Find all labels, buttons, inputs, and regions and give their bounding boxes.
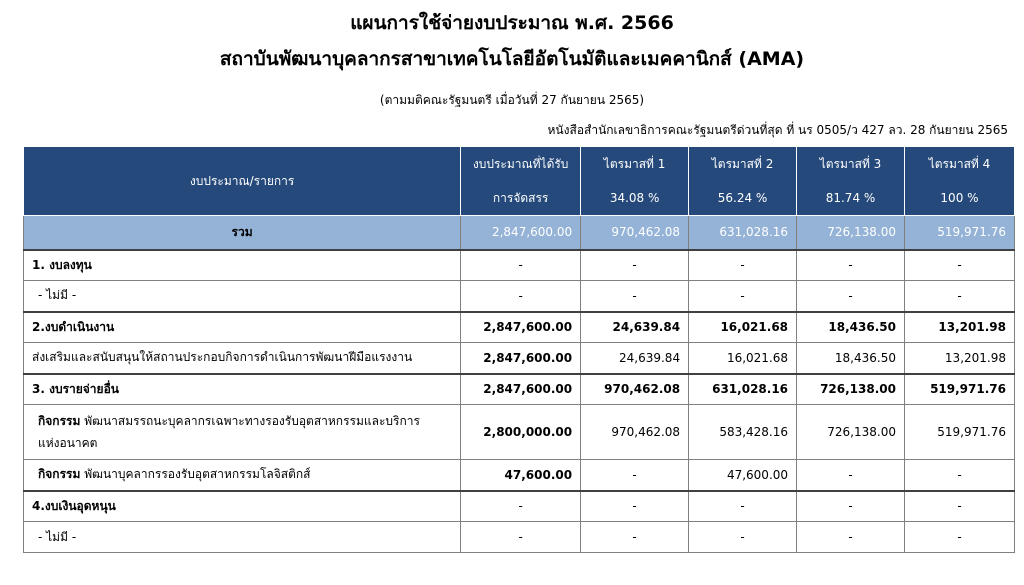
row-q2: 16,021.68: [689, 312, 797, 343]
row-q1: -: [581, 281, 689, 312]
row-q3: 18,436.50: [797, 312, 905, 343]
table-row-other: [24, 374, 1015, 405]
row-q1: 24,639.84: [581, 312, 689, 343]
row-q3: -: [797, 281, 905, 312]
row-q3: -: [797, 460, 905, 491]
activity-label-line2: แห่งอนาคต: [38, 436, 98, 450]
column-header-budget-line2: การจัดสรร: [492, 191, 549, 205]
column-header-q3-line2: 81.74 %: [825, 191, 876, 205]
total-q2: 631,028.16: [689, 216, 797, 250]
table-row-subsidy-none: [24, 522, 1015, 553]
row-budget: 2,800,000.00: [461, 405, 581, 460]
table-row-operating: [24, 312, 1015, 343]
column-header-budget-line1: งบประมาณที่ได้รับ: [472, 157, 569, 171]
column-header-item: [24, 147, 461, 216]
row-label: 4.งบเงินอุดหนุน: [24, 491, 461, 522]
total-label: รวม: [24, 216, 461, 250]
row-q1: 24,639.84: [581, 343, 689, 374]
column-header-q4-line1: ไตรมาสที่ 4: [928, 157, 991, 171]
resolution-note: (ตามมติคณะรัฐมนตรี เมื่อวันที่ 27 กันยายน 2565): [379, 93, 645, 107]
row-q4: 13,201.98: [904, 312, 1014, 343]
row-q2: 16,021.68: [689, 343, 797, 374]
row-q4: 519,971.76: [904, 374, 1014, 405]
column-header-q1: [581, 147, 689, 216]
row-q3: 726,138.00: [797, 374, 905, 405]
row-q4: -: [904, 460, 1014, 491]
row-budget: -: [461, 491, 581, 522]
column-header-q2: [689, 147, 797, 216]
row-budget: -: [461, 250, 581, 281]
row-q1: 970,462.08: [581, 374, 689, 405]
row-label-cell: [24, 460, 461, 491]
table-row-activity-logistics: [24, 460, 1015, 491]
row-budget: 47,600.00: [461, 460, 581, 491]
row-q1: -: [581, 460, 689, 491]
table-row-operating-item: [24, 343, 1015, 374]
row-q1: -: [581, 522, 689, 553]
row-q3: -: [797, 250, 905, 281]
row-label: 2.งบดำเนินงาน: [24, 312, 461, 343]
table-row-subsidy: [24, 491, 1015, 522]
row-q2: -: [689, 522, 797, 553]
activity-key: กิจกรรม: [38, 467, 81, 482]
table-header-row: [24, 147, 1015, 216]
row-q4: -: [904, 281, 1014, 312]
row-q2: -: [689, 491, 797, 522]
row-budget: -: [461, 281, 581, 312]
row-q2: 631,028.16: [689, 374, 797, 405]
total-budget: 2,847,600.00: [461, 216, 581, 250]
row-q2: -: [689, 250, 797, 281]
table-row-capital: [24, 250, 1015, 281]
column-header-q3-line1: ไตรมาสที่ 3: [819, 157, 882, 171]
activity-label: พัฒนาสมรรถนะบุคลากรเฉพาะทางรองรับอุตสาหกรรมและบริการ: [84, 414, 420, 428]
row-label: ส่งเสริมและสนับสนุนให้สถานประกอบกิจการดำเนินการพัฒนาฝีมือแรงงาน: [24, 343, 461, 374]
row-label: 3. งบรายจ่ายอื่น: [24, 374, 461, 405]
row-q1: 970,462.08: [581, 405, 689, 460]
organization-title: สถาบันพัฒนาบุคลากรสาขาเทคโนโลยีอัตโนมัติและเมคคานิกส์ (AMA): [219, 48, 805, 70]
row-q4: 13,201.98: [904, 343, 1014, 374]
row-budget: -: [461, 522, 581, 553]
activity-label: พัฒนาบุคลากรรองรับอุตสาหกรรมโลจิสติกส์: [84, 467, 311, 482]
total-q1: 970,462.08: [581, 216, 689, 250]
column-header-q1-line1: ไตรมาสที่ 1: [603, 157, 666, 171]
table-row-total: [24, 216, 1015, 250]
row-q3: 726,138.00: [797, 405, 905, 460]
column-header-q4: [904, 147, 1014, 216]
row-q2: -: [689, 281, 797, 312]
row-q1: -: [581, 250, 689, 281]
row-budget: 2,847,600.00: [461, 312, 581, 343]
row-budget: 2,847,600.00: [461, 374, 581, 405]
budget-table: [23, 146, 1015, 553]
row-q3: -: [797, 491, 905, 522]
row-q4: -: [904, 250, 1014, 281]
row-label: - ไม่มี -: [24, 522, 461, 553]
column-header-q2-line2: 56.24 %: [717, 191, 768, 205]
row-q3: 18,436.50: [797, 343, 905, 374]
table-row-activity-future: [24, 405, 1015, 460]
total-q4: 519,971.76: [904, 216, 1014, 250]
row-label-cell: [24, 405, 461, 460]
row-q4: -: [904, 522, 1014, 553]
row-q2: 583,428.16: [689, 405, 797, 460]
page-title: แผนการใช้จ่ายงบประมาณ พ.ศ. 2566: [350, 12, 674, 34]
column-header-q2-line1: ไตรมาสที่ 2: [711, 157, 774, 171]
row-q4: -: [904, 491, 1014, 522]
row-q3: -: [797, 522, 905, 553]
reference-note: หนังสือสำนักเลขาธิการคณะรัฐมนตรีด่วนที่สุด ที่ นร 0505/ว 427 ลว. 28 กันยายน 2565: [547, 123, 1008, 137]
row-budget: 2,847,600.00: [461, 343, 581, 374]
row-label: - ไม่มี -: [24, 281, 461, 312]
row-q2: 47,600.00: [689, 460, 797, 491]
column-header-budget: [461, 147, 581, 216]
row-label: 1. งบลงทุน: [24, 250, 461, 281]
column-header-item-label: งบประมาณ/รายการ: [189, 173, 295, 188]
row-q1: -: [581, 491, 689, 522]
activity-key: กิจกรรม: [38, 414, 81, 428]
column-header-q1-line2: 34.08 %: [609, 191, 660, 205]
table-row-capital-none: [24, 281, 1015, 312]
total-q3: 726,138.00: [797, 216, 905, 250]
row-q4: 519,971.76: [904, 405, 1014, 460]
column-header-q3: [797, 147, 905, 216]
column-header-q4-line2: 100 %: [940, 191, 979, 205]
